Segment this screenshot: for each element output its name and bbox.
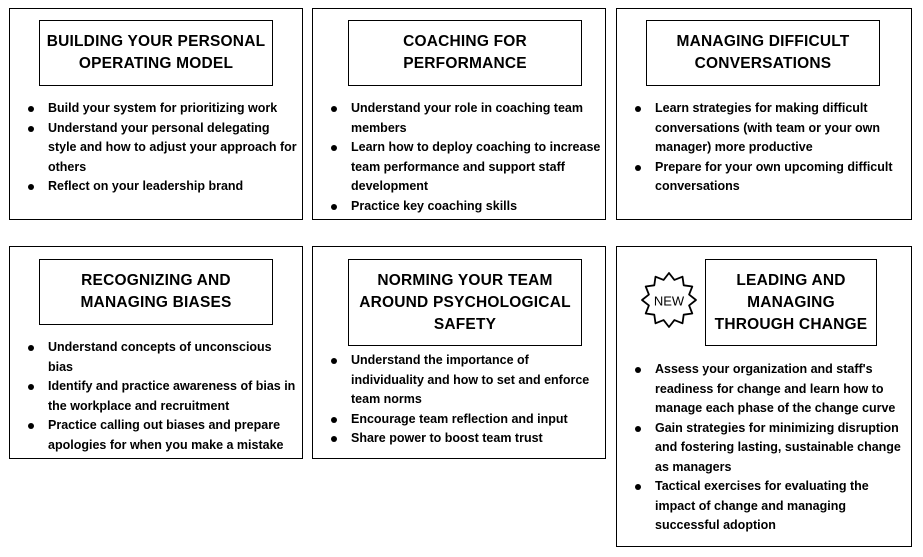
course-card-psychological-safety <box>312 246 606 459</box>
course-title: RECOGNIZING AND MANAGING BIASES <box>39 259 273 325</box>
course-title: MANAGING DIFFICULT CONVERSATIONS <box>646 20 880 86</box>
bullet-item: Learn how to deploy coaching to increase team performance and support staff development <box>329 138 601 197</box>
bullet-item: Identify and practice awareness of bias in the workplace and recruitment <box>26 377 300 416</box>
bullet-item: Assess your organization and staff's readiness for change and learn how to manage each phase of the change curve <box>633 360 907 419</box>
course-title: LEADING AND MANAGING THROUGH CHANGE <box>705 259 877 346</box>
bullet-list <box>26 99 298 197</box>
course-title: NORMING YOUR TEAM AROUND PSYCHOLOGICAL SAFETY <box>348 259 582 346</box>
course-card-managing-biases <box>9 246 303 459</box>
bullet-item: Understand your role in coaching team members <box>329 99 601 138</box>
bullet-item: Build your system for prioritizing work <box>26 99 298 119</box>
course-card-coaching-for-performance <box>312 8 606 220</box>
course-title: BUILDING YOUR PERSONAL OPERATING MODEL <box>39 20 273 86</box>
bullet-item: Encourage team reflection and input <box>329 410 601 430</box>
bullet-item: Practice calling out biases and prepare apologies for when you make a mistake <box>26 416 300 455</box>
bullet-item: Practice key coaching skills <box>329 197 601 217</box>
bullet-list <box>329 351 601 449</box>
bullet-list <box>329 99 601 216</box>
bullet-item: Understand concepts of unconscious bias <box>26 338 300 377</box>
course-card-difficult-conversations <box>616 8 912 220</box>
bullet-item: Reflect on your leadership brand <box>26 177 298 197</box>
bullet-item: Understand your personal delegating style and how to adjust your approach for others <box>26 119 298 178</box>
bullet-list <box>633 360 907 536</box>
bullet-item: Gain strategies for minimizing disruption and fostering lasting, sustainable change as managers <box>633 419 907 478</box>
course-card-personal-operating-model <box>9 8 303 220</box>
bullet-item: Learn strategies for making difficult conversations (with team or your own manager) more productive <box>633 99 905 158</box>
new-badge-icon <box>638 270 700 332</box>
course-title: COACHING FOR PERFORMANCE <box>348 20 582 86</box>
bullet-list <box>26 338 300 455</box>
bullet-list <box>633 99 905 197</box>
bullet-item: Tactical exercises for evaluating the impact of change and managing successful adoption <box>633 477 907 536</box>
bullet-item: Prepare for your own upcoming difficult conversations <box>633 158 905 197</box>
bullet-item: Understand the importance of individuality and how to set and enforce team norms <box>329 351 601 410</box>
bullet-item: Share power to boost team trust <box>329 429 601 449</box>
new-badge-label: NEW <box>653 293 685 309</box>
